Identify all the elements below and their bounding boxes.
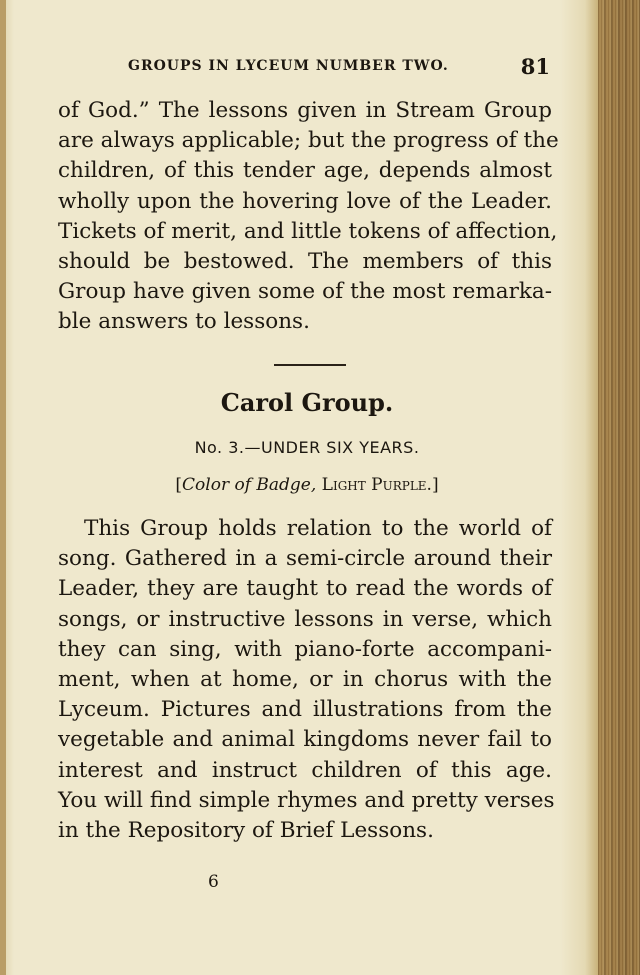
badge-bracket-open: [ bbox=[175, 475, 183, 495]
running-title: GROUPS IN LYCEUM NUMBER TWO. bbox=[128, 58, 449, 74]
text-line: song. Gathered in a semi-circle around their bbox=[58, 546, 552, 572]
text-line: interest and instruct children of this age. bbox=[58, 757, 552, 783]
running-head bbox=[128, 54, 558, 80]
text-line: are always applicable; but the progress of the bbox=[58, 128, 559, 154]
badge-bracket-close: ] bbox=[431, 475, 439, 495]
section-subheading: No. 3.—UNDER SIX YEARS. bbox=[194, 438, 420, 457]
text-line: songs, or instructive lessons in verse, which bbox=[58, 606, 552, 632]
page-number: 81 bbox=[520, 54, 550, 79]
section-heading: Carol Group. bbox=[220, 388, 394, 417]
text-line: You will find simple rhymes and pretty verses bbox=[58, 787, 555, 813]
text-line: wholly upon the hovering love of the Leader. bbox=[58, 188, 552, 214]
text-line: children, of this tender age, depends almost bbox=[58, 158, 552, 184]
text-line: Leader, they are taught to read the words of bbox=[58, 576, 552, 602]
text-line: in the Repository of Brief Lessons. bbox=[58, 818, 434, 844]
badge-note bbox=[0, 475, 614, 495]
signature-mark: 6 bbox=[208, 872, 219, 892]
badge-label: Color of Badge, bbox=[182, 475, 317, 495]
text-line: This Group holds relation to the world of bbox=[84, 516, 552, 541]
text-line: ble answers to lessons. bbox=[58, 309, 310, 335]
text-line: they can sing, with piano-forte accompani- bbox=[58, 636, 552, 662]
text-line: should be bestowed. The members of this bbox=[58, 249, 552, 275]
text-line: vegetable and animal kingdoms never fail to bbox=[58, 727, 552, 753]
text-line: Tickets of merit, and little tokens of affection, bbox=[58, 218, 558, 244]
text-line: ment, when at home, or in chorus with the bbox=[58, 667, 552, 693]
text-line: of God.” The lessons given in Stream Group bbox=[58, 98, 552, 123]
text-line: Group have given some of the most remarka- bbox=[58, 279, 552, 305]
section-divider-rule bbox=[274, 364, 346, 366]
badge-color-value: Light Purple. bbox=[321, 475, 432, 495]
paragraph-carol-group bbox=[58, 514, 555, 846]
text-line: Lyceum. Pictures and illustrations from the bbox=[58, 697, 552, 723]
paragraph-continued bbox=[58, 96, 559, 338]
